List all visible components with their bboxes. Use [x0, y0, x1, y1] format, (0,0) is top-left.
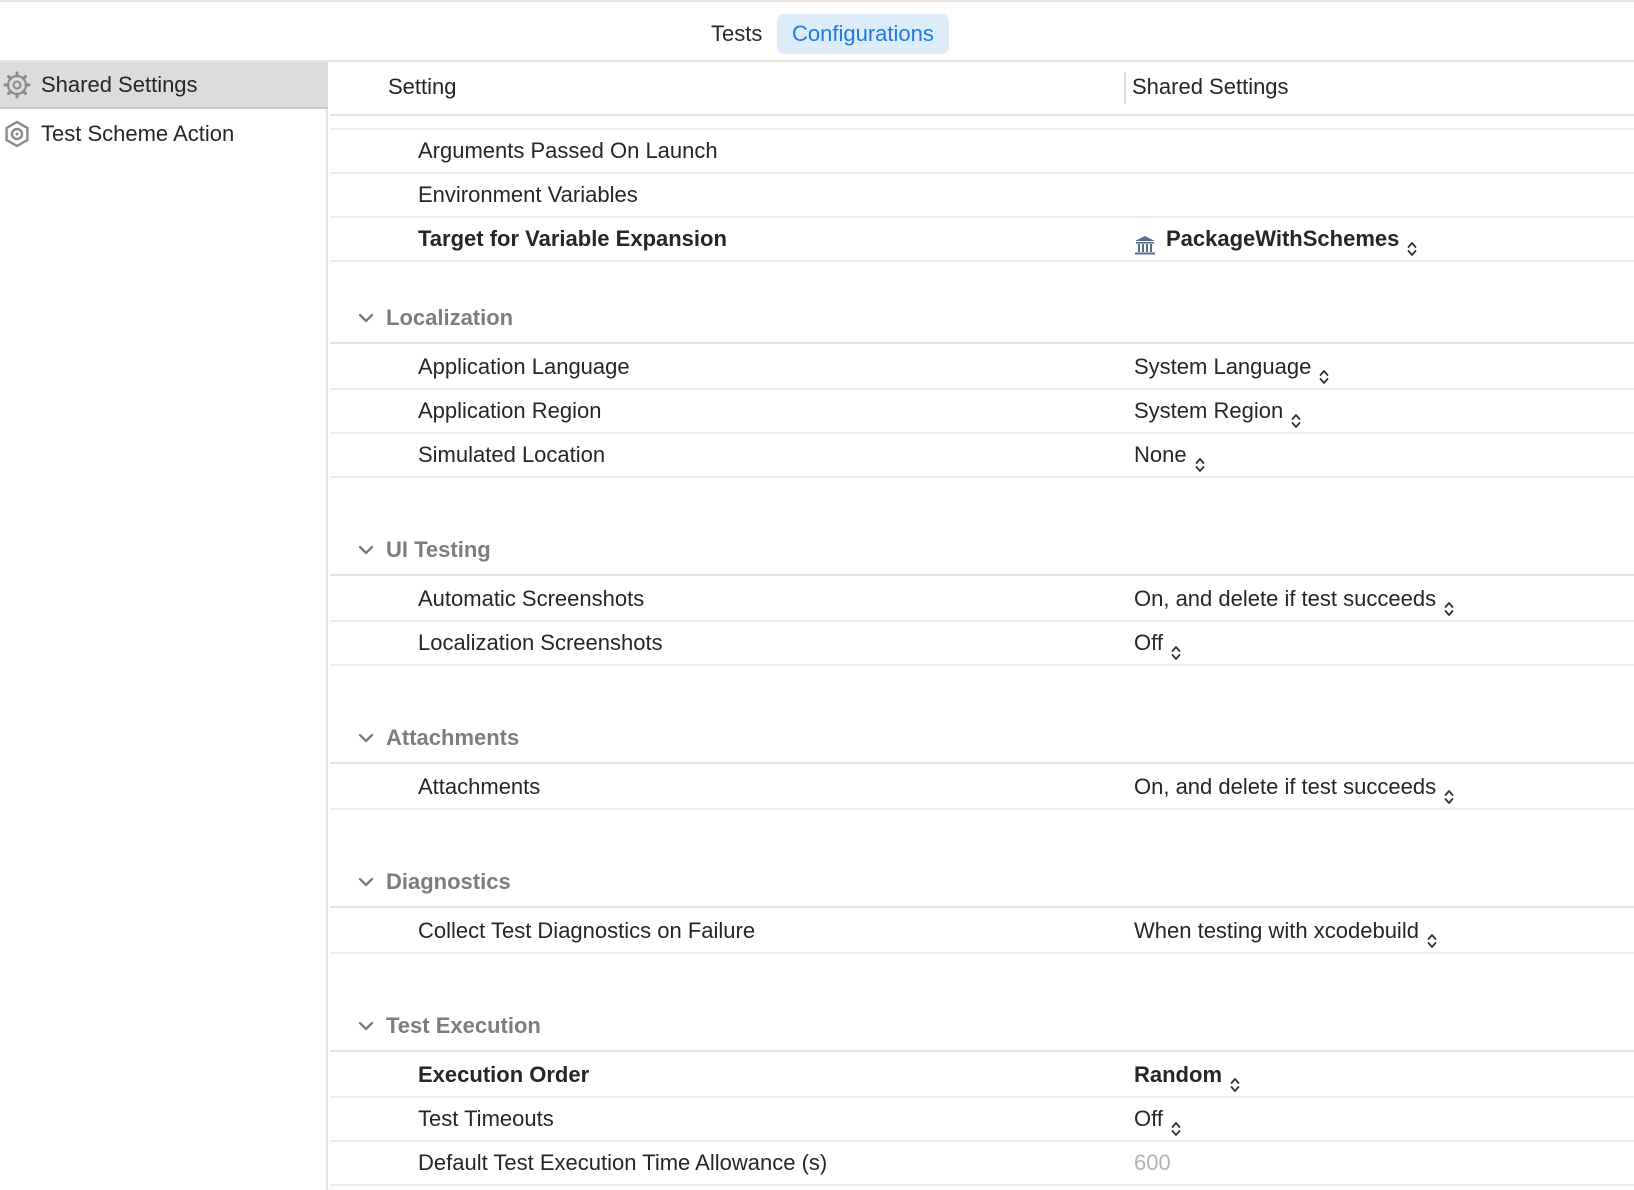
table-row[interactable]	[330, 174, 1634, 218]
section-header-localization[interactable]	[330, 296, 1634, 344]
table-row[interactable]	[330, 910, 1634, 954]
column-header-shared-settings[interactable]: Shared Settings	[1132, 74, 1289, 99]
table-row[interactable]	[330, 434, 1634, 478]
target-popup-button[interactable]	[1134, 218, 1417, 260]
setting-label: Execution Order	[418, 1062, 590, 1087]
value-text: PackageWithSchemes	[1166, 226, 1400, 251]
value-text: None	[1134, 442, 1187, 467]
top-tab-bar	[0, 0, 1634, 62]
table-row[interactable]	[330, 346, 1634, 390]
value-popup-button[interactable]	[1134, 1098, 1181, 1140]
settings-table	[330, 62, 1634, 1190]
value-text: Random	[1134, 1062, 1222, 1087]
section-title: UI Testing	[386, 537, 491, 562]
table-row[interactable]	[330, 390, 1634, 434]
time-allowance-field[interactable]: 600	[1134, 1150, 1171, 1175]
chevron-down-icon[interactable]	[356, 872, 376, 892]
chevron-down-icon[interactable]	[356, 1016, 376, 1036]
updown-chevron-icon	[1195, 446, 1205, 464]
value-text: On, and delete if test succeeds	[1134, 774, 1437, 799]
value-popup-button[interactable]	[1134, 390, 1301, 432]
section-header-attachments[interactable]	[330, 716, 1634, 764]
table-row[interactable]	[330, 766, 1634, 810]
sidebar-item-label: Shared Settings	[41, 71, 198, 97]
value-popup-button[interactable]	[1134, 622, 1181, 664]
setting-label: Test Timeouts	[418, 1106, 554, 1131]
table-row[interactable]	[330, 1098, 1634, 1142]
setting-label: Simulated Location	[418, 442, 606, 467]
value-popup-button[interactable]	[1134, 346, 1329, 388]
setting-label: Environment Variables	[418, 182, 638, 207]
package-icon	[1134, 228, 1156, 250]
value-popup-button[interactable]	[1134, 578, 1454, 620]
chevron-down-icon[interactable]	[356, 540, 376, 560]
sidebar-item-test-scheme-action[interactable]	[0, 110, 328, 157]
section-header-ui-testing[interactable]	[330, 528, 1634, 576]
chevron-down-icon[interactable]	[356, 308, 376, 328]
chevron-down-icon[interactable]	[356, 728, 376, 748]
value-text: System Region	[1134, 398, 1284, 423]
setting-label: Collect Test Diagnostics on Failure	[418, 918, 756, 943]
value-text: System Language	[1134, 354, 1312, 379]
section-title: Diagnostics	[386, 869, 511, 894]
value-popup-button[interactable]	[1134, 910, 1437, 952]
table-row[interactable]	[330, 622, 1634, 666]
tab-configurations[interactable]: Configurations	[777, 14, 949, 54]
table-row[interactable]	[330, 218, 1634, 262]
sidebar-item-label: Test Scheme Action	[41, 120, 235, 146]
section-title: Attachments	[386, 725, 520, 750]
sidebar	[0, 62, 328, 1190]
setting-label: Application Region	[418, 398, 602, 423]
updown-chevron-icon	[1171, 634, 1181, 652]
gear-icon	[3, 71, 31, 99]
updown-chevron-icon	[1444, 778, 1454, 796]
updown-chevron-icon	[1319, 358, 1329, 376]
column-divider[interactable]	[1124, 72, 1126, 104]
setting-label: Default Test Execution Time Allowance (s)	[418, 1150, 828, 1175]
setting-label: Attachments	[418, 774, 541, 799]
sidebar-item-shared-settings[interactable]	[0, 62, 328, 109]
setting-label: Localization Screenshots	[418, 630, 663, 655]
setting-label: Arguments Passed On Launch	[418, 138, 718, 163]
value-text: Off	[1134, 1106, 1163, 1131]
section-header-diagnostics[interactable]	[330, 860, 1634, 908]
setting-label: Automatic Screenshots	[418, 586, 645, 611]
table-header	[330, 62, 1634, 116]
column-header-setting[interactable]: Setting	[388, 74, 457, 99]
updown-chevron-icon	[1407, 230, 1417, 248]
table-row[interactable]	[330, 578, 1634, 622]
section-title: Localization	[386, 305, 514, 330]
table-row[interactable]	[330, 1142, 1634, 1186]
updown-chevron-icon	[1427, 922, 1437, 940]
tab-tests[interactable]: Tests	[711, 21, 763, 46]
table-row[interactable]	[330, 130, 1634, 174]
value-popup-button[interactable]	[1134, 1054, 1240, 1096]
setting-label: Application Language	[418, 354, 630, 379]
updown-chevron-icon	[1444, 590, 1454, 608]
value-text: On, and delete if test succeeds	[1134, 586, 1437, 611]
updown-chevron-icon	[1291, 402, 1301, 420]
scheme-target-icon	[3, 120, 31, 148]
updown-chevron-icon	[1171, 1110, 1181, 1128]
setting-label: Target for Variable Expansion	[418, 226, 727, 251]
value-text: Off	[1134, 630, 1163, 655]
table-row[interactable]	[330, 1054, 1634, 1098]
value-popup-button[interactable]	[1134, 766, 1454, 808]
value-text: When testing with xcodebuild	[1134, 918, 1419, 943]
section-title: Test Execution	[386, 1013, 541, 1038]
value-popup-button[interactable]	[1134, 434, 1205, 476]
section-header-test-execution[interactable]	[330, 1004, 1634, 1052]
updown-chevron-icon	[1230, 1066, 1240, 1084]
